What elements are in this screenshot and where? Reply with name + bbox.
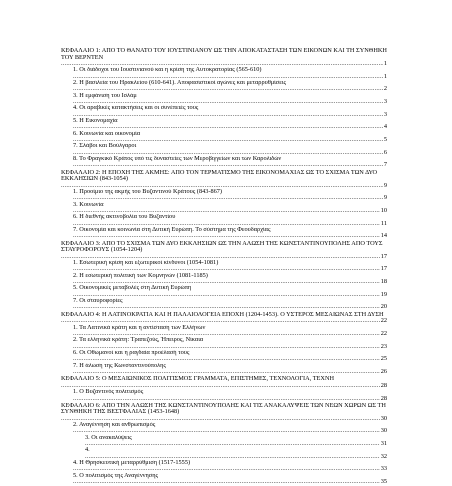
toc-chapter-entry[interactable] [61, 48, 387, 67]
toc-page-number: 5 [383, 136, 387, 143]
toc-section-entry[interactable] [61, 105, 387, 118]
toc-page-number: 33 [380, 465, 387, 473]
toc-leader-dots [61, 60, 387, 67]
toc-entry-title: ΚΕΦΑΛΑΙΟ 2: Η ΕΠΟΧΗ ΤΗΣ ΑΚΜΗΣ: ΑΠΟ ΤΟΝ ΤΕΡΜΑΤΙΣΜΟ ΤΗΣ ΕΙΚΟΝΟΜΑΧΙΑΣ ΩΣ ΤΟ ΣΧΙΣΜΑ ΤΩΝ ΔΥΟ ΕΚΚΛΗΣΙΩΝ (843-1054) [61, 169, 378, 183]
toc-leader-dots [73, 368, 387, 375]
toc-page-number: 35 [380, 478, 387, 486]
toc-section-entry[interactable] [61, 214, 387, 227]
toc-entry-title: 6. Κοινωνία και οικονομία [73, 130, 141, 137]
toc-entry-title: 2. Η βασιλεία του Ηρακλείου (610-641). Αποφασιστικοί αγώνες και μεταρρυθμίσεις [73, 79, 287, 86]
toc-section-entry[interactable] [61, 273, 387, 286]
toc-section-entry[interactable] [61, 350, 387, 363]
toc-page-number: 32 [380, 452, 387, 460]
toc-section-entry[interactable] [61, 435, 387, 448]
toc-leader-dots [73, 278, 387, 285]
toc-section-entry[interactable] [61, 389, 387, 402]
toc-leader-dots [73, 355, 387, 362]
toc-section-entry[interactable] [61, 298, 387, 311]
toc-section-entry[interactable] [61, 80, 387, 93]
toc-entry-title: 8. Το Φραγκικό Κράτος υπό τις δυναστείες των Μεροβιγγείων και των Καρολιδών [73, 156, 282, 163]
toc-leader-dots [61, 182, 387, 189]
toc-entry-title: 5. Οικονομικές μεταβολές στη Δυτική Ευρώπη [73, 285, 192, 292]
toc-entry-title: 6. Οι Οθωμανοί και η ραγδαία προέλασή τους [73, 349, 190, 356]
toc-section-entry[interactable] [61, 285, 387, 298]
toc-leader-dots [61, 317, 387, 324]
toc-leader-dots [73, 232, 387, 239]
toc-leader-dots [73, 220, 387, 227]
toc-page-number: 3 [383, 97, 387, 105]
toc-entry-title: 4. [85, 447, 90, 454]
toc-page-number: 25 [380, 355, 387, 363]
toc-section-entry[interactable] [61, 227, 387, 240]
toc-entry-title: 7. Οι σταυροφορίες [73, 297, 123, 304]
toc-page-number: 7 [383, 161, 387, 169]
toc-leader-dots [73, 291, 387, 298]
toc-leader-dots [73, 265, 387, 272]
toc-page-number: 1 [383, 59, 387, 67]
toc-leader-dots [73, 111, 387, 118]
toc-entry-title: 5. Ο πολιτισμός της Αναγέννησης [73, 472, 158, 479]
toc-page-number: 11 [380, 219, 387, 227]
toc-leader-dots [73, 149, 387, 156]
toc-leader-dots [73, 330, 387, 337]
toc-leader-dots [73, 303, 387, 310]
toc-page-number: 17 [380, 265, 387, 273]
toc-page-number: 4 [383, 123, 387, 131]
toc-page-number: 9 [383, 181, 387, 189]
toc-entry-title: 3. Οι ανακαλύψεις [85, 434, 132, 441]
toc-page-number: 28 [380, 394, 387, 402]
toc-page-number: 9 [383, 194, 387, 202]
toc-chapter-entry[interactable] [61, 376, 387, 389]
toc-section-entry[interactable] [61, 473, 387, 486]
toc-entry-title: 1. Ο Βυζαντινός πολιτισμός [73, 389, 144, 396]
toc-section-entry[interactable] [61, 460, 387, 473]
toc-leader-dots [73, 465, 387, 472]
toc-entry-title: ΚΕΦΑΛΑΙΟ 3: ΑΠΟ ΤΟ ΣΧΙΣΜΑ ΤΩΝ ΔΥΟ ΕΚΚΛΗΣΙΩΝ ΩΣ ΤΗΝ ΑΛΩΣΗ ΤΗΣ ΚΩΝΣΤΑΝΤΙΝΟΥΠΟΛΗΣ ΑΠΟ ΤΟΥΣ ΣΤΑΥΡΟΦΟΡΟΥΣ (1054-1204) [61, 240, 383, 254]
toc-section-entry[interactable] [61, 363, 387, 376]
toc-leader-dots [73, 123, 387, 130]
toc-entry-title: 3. Η εμφάνιση του Ισλάμ [73, 92, 137, 99]
toc-entry-title: 1. Εσωτερική κρίση και εξωτερικοί κίνδυνοι (1054-1081) [73, 259, 219, 266]
toc-entry-title: 7. Σλάβοι και Βούλγαροι [73, 143, 137, 150]
toc-entry-title: ΚΕΦΑΛΑΙΟ 4: Η ΛΑΤΙΝΟΚΡΑΤΙΑ ΚΑΙ Η ΠΑΛΑΙΟΛΟΓΕΙΑ ΕΠΟΧΗ (1204-1453). Ο ΥΣΤΕΡΟΣ ΜΕΣΑΙΩΝΑΣ ΣΤΗ ΔΥΣΗ [61, 311, 384, 318]
toc-section-entry[interactable] [61, 118, 387, 131]
toc-entry-title: ΚΕΦΑΛΑΙΟ 1: ΑΠΟ ΤΟ ΘΑΝΑΤΟ ΤΟΥ ΙΟΥΣΤΙΝΙΑΝΟΥ ΩΣ ΤΗΝ ΑΠΟΚΑΤΑΣΤΑΣΗ ΤΩΝ ΕΙΚΟΝΩΝ ΚΑΙ ΤΗ ΣΥΝΘΗΚΗ ΤΟΥ ΒΕΡΝΤΕΝ [61, 48, 387, 61]
toc-leader-dots [73, 427, 387, 434]
toc-leader-dots [73, 395, 387, 402]
toc-leader-dots [73, 98, 387, 105]
toc-page-number: 26 [380, 367, 387, 375]
toc-leader-dots [85, 453, 387, 460]
toc-entry-title: 2. Αναγέννηση και ανθρωπισμός [73, 422, 156, 429]
toc-section-entry[interactable] [61, 202, 387, 215]
toc-leader-dots [73, 478, 387, 485]
toc-page-number: 3 [383, 110, 387, 118]
toc-entry-title: 1. Οι διάδοχοι του Ιουστινιανού και η κρίση της Αυτοκρατορίας (565-610) [73, 67, 262, 74]
toc-entry-title: ΚΕΦΑΛΑΙΟ 5: Ο ΜΕΣΑΙΩΝΙΚΟΣ ΠΟΛΙΤΙΣΜΟΣ ΓΡΑΜΜΑΤΑ, ΕΠΙΣΤΗΜΕΣ, ΤΕΧΝΟΛΟΓΙΑ, ΤΕΧΝΗ [61, 376, 335, 383]
toc-entry-title: 4. Η Θρησκευτική μεταρρύθμιση (1517-1555) [73, 460, 191, 467]
toc-page-number: 18 [380, 277, 387, 285]
toc-page-number: 30 [380, 427, 387, 435]
toc-entry-title: 7. Η άλωση της Κωνσταντινούπολης [73, 362, 166, 369]
toc-entry-title: 5. Η Εικονομαχία [73, 117, 118, 124]
toc-section-entry[interactable] [61, 325, 387, 338]
toc-page-number: 2 [383, 85, 387, 93]
toc-page-number: 10 [380, 206, 387, 214]
toc-section-entry[interactable] [61, 67, 387, 80]
toc-section-entry[interactable] [61, 93, 387, 106]
toc-page-number: 17 [380, 252, 387, 260]
toc-section-entry[interactable] [61, 189, 387, 202]
toc-entry-title: 6. Η διεθνής ακτινοβολία του Βυζαντίου [73, 214, 176, 221]
toc-page-number: 19 [380, 290, 387, 298]
toc-entry-title: 2. Τα ελληνικά κράτη: Τραπεζούς, Ήπειρος, Νίκαια [73, 337, 204, 344]
toc-leader-dots [73, 85, 387, 92]
toc-leader-dots [73, 136, 387, 143]
toc-leader-dots [61, 382, 387, 389]
toc-leader-dots [61, 253, 387, 260]
toc-section-entry[interactable] [61, 260, 387, 273]
toc-leader-dots [73, 161, 387, 168]
toc-leader-dots [73, 343, 387, 350]
toc-entry-title: 7. Οικονομία και κοινωνία στη Δυτική Ευρώπη. Το σύστημα της Φεουδαρχίας [73, 227, 271, 233]
toc-page-number: 30 [380, 414, 387, 422]
toc-entry-title: 2. Η εσωτερική πολιτική των Κομνηνών (1081-1185) [73, 272, 208, 279]
toc-leader-dots [85, 440, 387, 447]
table-of-contents [61, 47, 387, 486]
toc-entry-title: 1. Προοίμιο της ακμής του Βυζαντινού Κράτους (843-867) [73, 188, 223, 195]
toc-entry-title: 1. Τα Λατινικά κράτη και η αντίσταση των Ελλήνων [73, 324, 206, 331]
toc-leader-dots [73, 194, 387, 201]
toc-entry-title: 4. Οι αραβικές κατακτήσεις και οι συνέπειές τους [73, 105, 199, 112]
toc-page-number: 23 [380, 342, 387, 350]
toc-chapter-entry[interactable] [61, 312, 387, 325]
toc-section-entry[interactable] [61, 422, 387, 435]
toc-page-number: 22 [380, 329, 387, 337]
toc-page-number: 20 [380, 303, 387, 311]
toc-chapter-entry[interactable] [61, 241, 387, 260]
toc-page-number: 28 [380, 381, 387, 389]
toc-chapter-entry[interactable] [61, 403, 387, 422]
toc-section-entry[interactable] [61, 447, 387, 460]
toc-page-number: 1 [383, 72, 387, 80]
toc-entry-title: ΚΕΦΑΛΑΙΟ 6: ΑΠΟ ΤΗΝ ΑΛΩΣΗ ΤΗΣ ΚΩΝΣΤΑΝΤΙΝΟΥΠΟΛΗΣ ΚΑΙ ΤΙΣ ΑΝΑΚΑΛΥΨΕΙΣ ΤΩΝ ΝΕΩΝ ΧΩΡΩΝ ΩΣ ΤΗ ΣΥΝΘΗΚΗ ΤΗΣ ΒΕΣΤΦΑΛΙΑΣ (1453-1648) [61, 403, 386, 416]
toc-page-number: 6 [383, 148, 387, 156]
toc-section-entry[interactable] [61, 131, 387, 144]
toc-section-entry[interactable] [61, 143, 387, 156]
toc-leader-dots [73, 207, 387, 214]
toc-page-number: 31 [380, 440, 387, 448]
toc-page-number: 22 [380, 317, 387, 325]
toc-leader-dots [73, 73, 387, 80]
toc-leader-dots [61, 415, 387, 422]
toc-chapter-entry[interactable] [61, 170, 387, 189]
toc-entry-title: 3. Κοινωνία [73, 201, 104, 208]
toc-section-entry[interactable] [61, 156, 387, 169]
toc-section-entry[interactable] [61, 337, 387, 350]
toc-page-number: 14 [380, 232, 387, 240]
